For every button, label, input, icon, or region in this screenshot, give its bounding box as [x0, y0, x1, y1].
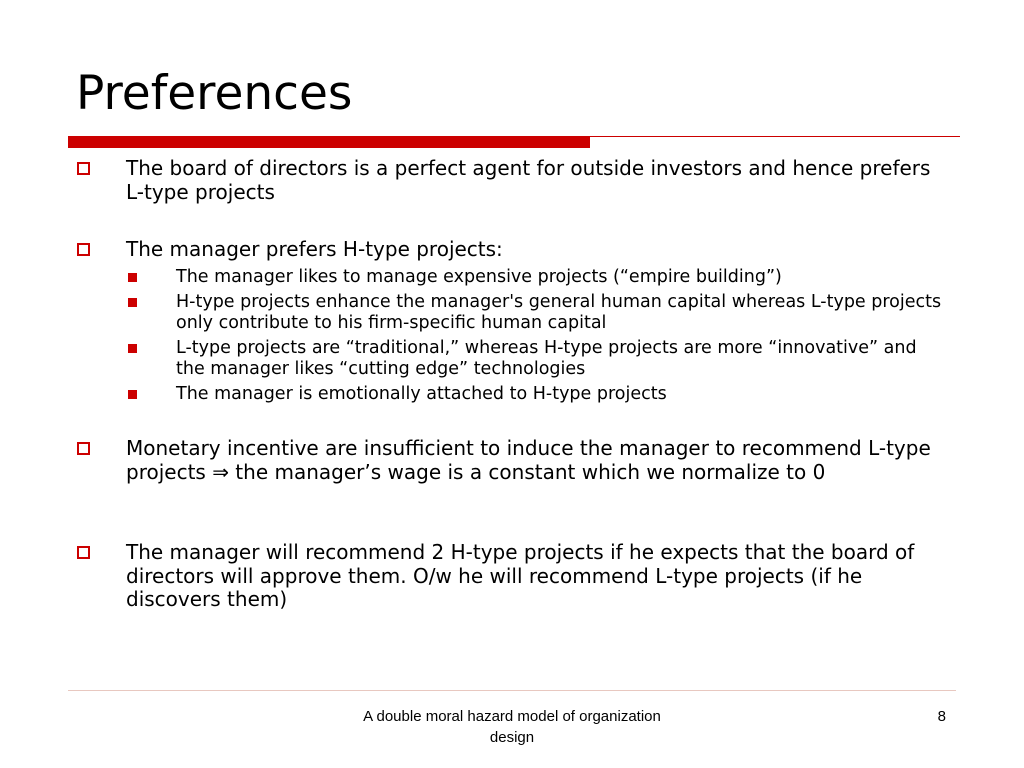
title-underline-thick — [68, 136, 590, 148]
sub-bullet-text: L-type projects are “traditional,” whereas H-type projects are more “innovative” and the manager likes “cutting edge” technologies — [176, 338, 917, 379]
hollow-square-bullet-icon — [77, 162, 90, 175]
slide-title: Preferences — [76, 66, 353, 121]
page-number: 8 — [937, 708, 946, 725]
sub-bullet-text: The manager likes to manage expensive projects (“empire building”) — [176, 267, 782, 287]
bullet-text: The manager will recommend 2 H-type projects if he expects that the board of directors will approve them. O/w he will recommend L-type projects (if he discovers them) — [126, 540, 915, 611]
title-underline-thin — [590, 136, 960, 137]
bullet-text: The manager prefers H-type projects: — [126, 237, 503, 261]
filled-square-bullet-icon — [128, 344, 137, 353]
sub-bullet-text: The manager is emotionally attached to H-type projects — [176, 384, 667, 404]
filled-square-bullet-icon — [128, 390, 137, 399]
bullet-text: Monetary incentive are insufficient to induce the manager to recommend L-type projects ⇒ the manager’s wage is a constant which we normalize to 0 — [126, 436, 931, 484]
sub-bullet-text: H-type projects enhance the manager's general human capital whereas L-type projects only contribute to his firm-specific human capital — [176, 292, 942, 333]
hollow-square-bullet-icon — [77, 243, 90, 256]
hollow-square-bullet-icon — [77, 442, 90, 455]
filled-square-bullet-icon — [128, 273, 137, 282]
footer-divider — [68, 690, 956, 691]
hollow-square-bullet-icon — [77, 546, 90, 559]
footer-title: A double moral hazard model of organization design — [363, 708, 661, 746]
filled-square-bullet-icon — [128, 298, 137, 307]
bullet-text: The board of directors is a perfect agent for outside investors and hence prefers L-type projects — [126, 156, 931, 204]
